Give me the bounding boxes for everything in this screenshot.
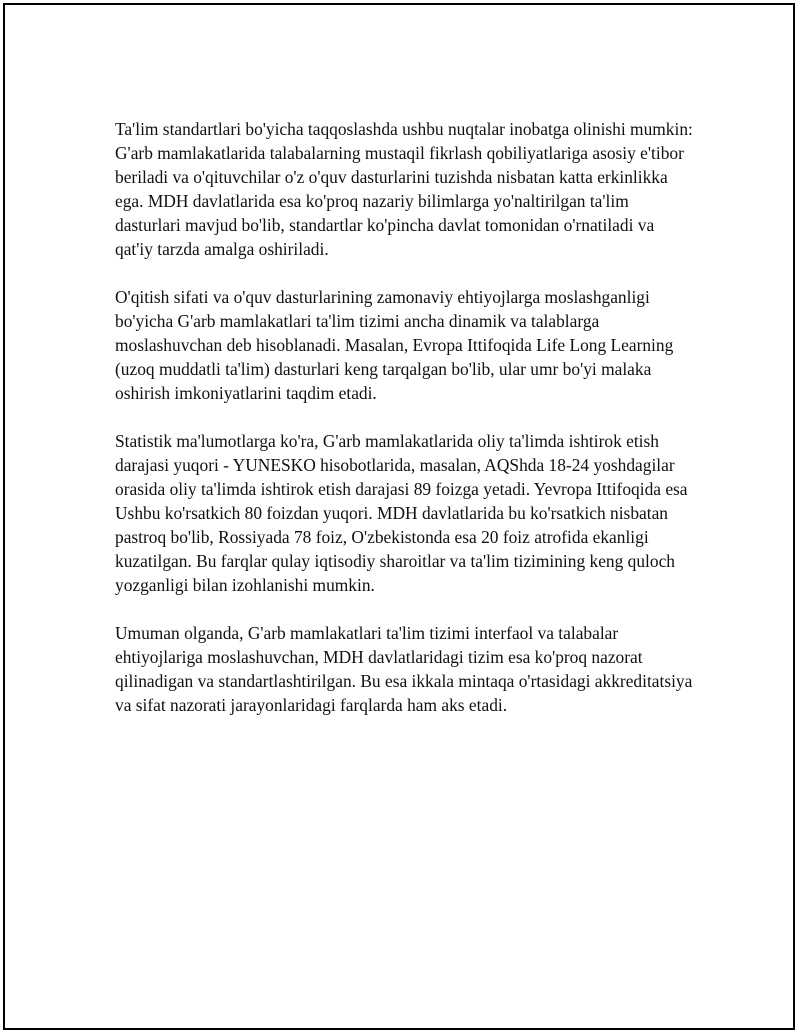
document-body [115, 117, 695, 741]
paragraph-4: Umuman olganda, G'arb mamlakatlari ta'lim tizimi interfaol va talabalar ehtiyojlariga moslashuvchan, MDH davlatlaridagi tizim esa ko'proq nazorat qilinadigan va standartlashtirilgan. Bu esa ikkala mintaqa o'rtasidagi akkreditatsiya va sifat nazorati jarayonlaridagi farqlarda ham aks etadi. [115, 623, 693, 715]
paragraph-1: Ta'lim standartlari bo'yicha taqqoslashda ushbu nuqtalar inobatga olinishi mumkin: G'arb mamlakatlarida talabalarning mustaqil fikrlash qobiliyatlariga asosiy e'tibor beriladi va o'qituvchilar o'z o'quv dasturlarini tuzishda nisbatan katta erkinlikka ega. MDH davlatlarida esa ko'proq nazariy bilimlarga yo'naltirilgan ta'lim dasturlari mavjud bo'lib, standartlar ko'pincha davlat tomonidan o'rnatiladi va qat'iy tarzda amalga oshiriladi. [115, 119, 693, 259]
paragraph-3: Statistik ma'lumotlarga ko'ra, G'arb mamlakatlarida oliy ta'limda ishtirok etish darajasi yuqori - YUNESKO hisobotlarida, masalan, AQShda 18-24 yoshdagilar orasida oliy ta'limda ishtirok etish darajasi 89 foizga yetadi. Yevropa Ittifoqida esa Ushbu ko'rsatkich 80 foizdan yuqori. MDH davlatlarida bu ko'rsatkich nisbatan pastroq bo'lib, Rossiyada 78 foiz, O'zbekistonda esa 20 foiz atrofida ekanligi kuzatilgan. Bu farqlar qulay iqtisodiy sharoitlar va ta'lim tizimining keng quloch yozganligi bilan izohlanishi mumkin. [115, 431, 688, 595]
paragraph-2: O'qitish sifati va o'quv dasturlarining zamonaviy ehtiyojlarga moslashganligi bo'yicha G'arb mamlakatlari ta'lim tizimi ancha dinamik va talablarga moslashuvchan deb hisoblanadi. Masalan, Evropa Ittifoqida Life Long Learning (uzoq muddatli ta'lim) dasturlari keng tarqalgan bo'lib, ular umr bo'yi malaka oshirish imkoniyatlarini taqdim etadi. [115, 287, 674, 403]
